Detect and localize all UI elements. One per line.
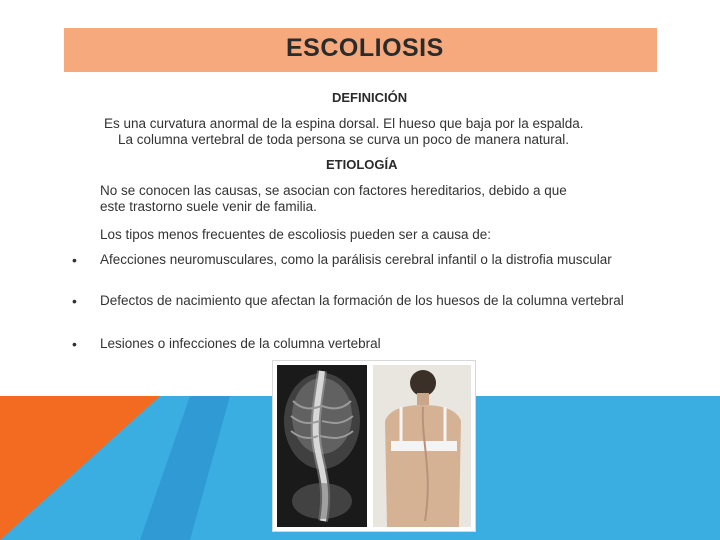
bullet-marker: • <box>72 293 77 309</box>
definition-heading: DEFINICIÓN <box>332 90 408 105</box>
definition-line-2: La columna vertebral de toda persona se curva un poco de manera natural. <box>118 132 570 147</box>
etiology-line-2: este trastorno suele venir de familia. <box>100 199 317 214</box>
patient-back-photo <box>373 365 471 527</box>
spine-xray-image <box>277 365 367 527</box>
etiology-line-1: No se conocen las causas, se asocian con factores hereditarios, debido a que <box>100 183 567 198</box>
scoliosis-images <box>272 360 476 532</box>
slide-title: ESCOLIOSIS <box>286 34 444 62</box>
etiology-heading: ETIOLOGÍA <box>326 157 398 172</box>
images-svg <box>273 361 475 531</box>
bullet-marker: • <box>72 336 77 352</box>
bullet-text: Afecciones neuromusculares, como la parálisis cerebral infantil o la distrofia muscular <box>100 252 612 267</box>
bullet-text: Defectos de nacimiento que afectan la formación de los huesos de la columna vertebral <box>100 293 624 308</box>
definition-line-1: Es una curvatura anormal de la espina dorsal. El hueso que baja por la espalda. <box>104 116 584 131</box>
bullet-marker: • <box>72 252 77 268</box>
types-intro: Los tipos menos frecuentes de escoliosis pueden ser a causa de: <box>100 227 491 242</box>
bullet-text: Lesiones o infecciones de la columna vertebral <box>100 336 381 351</box>
